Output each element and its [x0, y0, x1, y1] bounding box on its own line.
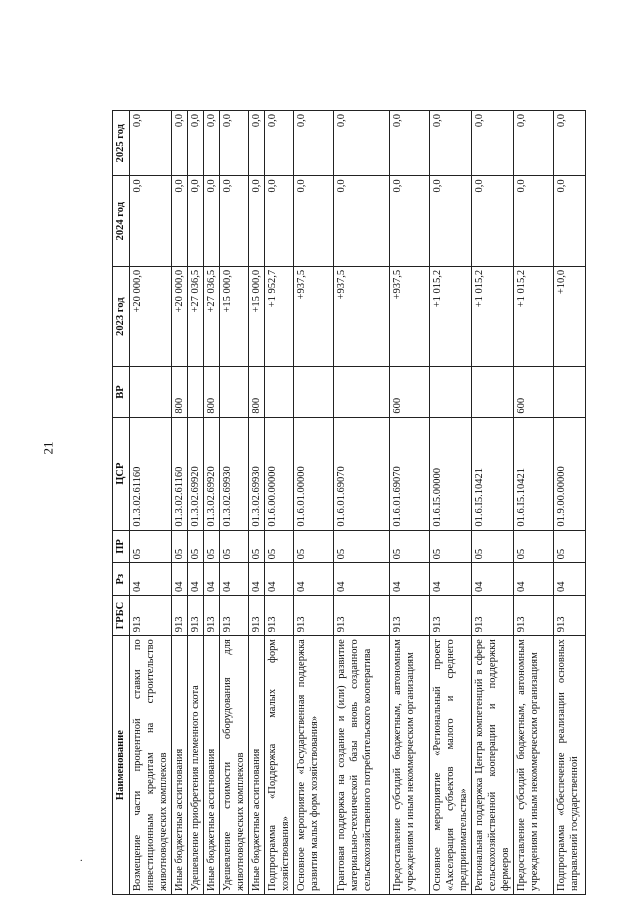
table-row [188, 111, 204, 895]
table-cell: 04 [249, 563, 265, 596]
table-cell: 913 [204, 595, 220, 635]
table-row [220, 111, 249, 895]
row-name-cell: Грантовая поддержка на создание и (или) развитие материально-технической базы вновь созданного сельскохозяйственного потребительского кооператива [334, 636, 390, 895]
table-row [390, 111, 430, 895]
row-name-cell: Предоставление субсидий бюджетным, автономным учреждениям и иным некоммерческим организациям [514, 636, 554, 895]
table-cell: 05 [265, 530, 294, 563]
table-cell: 0,0 [220, 176, 249, 266]
table-cell: 04 [514, 563, 554, 596]
table-cell: 05 [249, 530, 265, 563]
table-cell [294, 367, 334, 417]
table-cell: 0,0 [430, 176, 472, 266]
table-cell: 913 [172, 595, 188, 635]
table-cell: 0,0 [430, 111, 472, 176]
table-cell: 913 [472, 595, 514, 635]
table-cell: +937,5 [294, 266, 334, 367]
row-name-cell: Возмещение части процентной ставки по инвестиционным кредитам на строительство животноводческих комплексов [130, 636, 172, 895]
table-cell: 04 [294, 563, 334, 596]
table-cell: 05 [172, 530, 188, 563]
table-row [204, 111, 220, 895]
table-cell: 01.3.02.69920 [188, 417, 204, 530]
table-cell: 05 [472, 530, 514, 563]
rotated-table-container [112, 110, 636, 895]
table-cell: 05 [188, 530, 204, 563]
table-cell: 913 [265, 595, 294, 635]
table-cell [430, 367, 472, 417]
table-cell: 04 [204, 563, 220, 596]
row-name-cell: Удешевление приобретения племенного скота [188, 636, 204, 895]
table-cell: 01.3.02.61160 [172, 417, 188, 530]
table-cell: +1 952,7 [265, 266, 294, 367]
table-cell [554, 367, 586, 417]
table-row [514, 111, 554, 895]
table-cell: 05 [220, 530, 249, 563]
table-cell: 01.3.02.69930 [220, 417, 249, 530]
table-cell: +15 000,0 [220, 266, 249, 367]
table-cell: 01.6.01.00000 [294, 417, 334, 530]
row-name-cell: Основное мероприятие «Государственная поддержка развития малых форм хозяйствования» [294, 636, 334, 895]
table-cell: +27 036,5 [188, 266, 204, 367]
table-cell: 913 [390, 595, 430, 635]
table-cell: 0,0 [554, 111, 586, 176]
column-header: 2023 год [113, 266, 130, 367]
table-cell: 0,0 [554, 176, 586, 266]
table-cell: 01.6.01.69070 [334, 417, 390, 530]
table-row [554, 111, 586, 895]
table-cell: 01.9.00.00000 [554, 417, 586, 530]
table-cell: 913 [334, 595, 390, 635]
budget-table [112, 110, 586, 895]
table-cell [472, 367, 514, 417]
table-cell: 05 [294, 530, 334, 563]
table-cell: 0,0 [294, 176, 334, 266]
table-cell: 04 [554, 563, 586, 596]
table-cell: 0,0 [265, 111, 294, 176]
table-cell: 05 [514, 530, 554, 563]
table-cell: 913 [249, 595, 265, 635]
table-cell: 04 [334, 563, 390, 596]
table-cell: 800 [172, 367, 188, 417]
table-cell: 01.6.01.69070 [390, 417, 430, 530]
table-cell: +937,5 [390, 266, 430, 367]
column-header: 2025 год [113, 111, 130, 176]
table-cell: 0,0 [294, 111, 334, 176]
table-cell: 0,0 [172, 176, 188, 266]
table-cell: 0,0 [334, 111, 390, 176]
table-cell: +10,0 [554, 266, 586, 367]
table-cell: 913 [294, 595, 334, 635]
table-cell: 01.3.02.61160 [130, 417, 172, 530]
table-cell: 05 [334, 530, 390, 563]
table-cell: 0,0 [130, 176, 172, 266]
row-name-cell: Предоставление субсидий бюджетным, автономным учреждениям и иным некоммерческим организациям [390, 636, 430, 895]
table-cell: 0,0 [514, 111, 554, 176]
table-cell: 0,0 [188, 111, 204, 176]
table-cell: 05 [390, 530, 430, 563]
table-cell: +15 000,0 [249, 266, 265, 367]
table-cell [130, 367, 172, 417]
column-header: ВР [113, 367, 130, 417]
table-row [265, 111, 294, 895]
table-cell: 04 [472, 563, 514, 596]
table-cell: 01.3.02.69920 [204, 417, 220, 530]
table-row [130, 111, 172, 895]
table-cell: 600 [390, 367, 430, 417]
stray-mark: . [80, 853, 83, 864]
table-cell: +937,5 [334, 266, 390, 367]
row-name-cell: Иные бюджетные ассигнования [249, 636, 265, 895]
table-cell: 0,0 [204, 176, 220, 266]
table-cell: 05 [204, 530, 220, 563]
table-cell [220, 367, 249, 417]
table-cell: 913 [188, 595, 204, 635]
table-cell: 05 [430, 530, 472, 563]
page-number: 21 [40, 441, 56, 455]
table-cell: +1 015,2 [472, 266, 514, 367]
table-cell: 0,0 [220, 111, 249, 176]
column-header: ГРБС [113, 595, 130, 635]
table-cell: 04 [430, 563, 472, 596]
table-cell: +27 036,5 [204, 266, 220, 367]
row-name-cell: Иные бюджетные ассигнования [204, 636, 220, 895]
table-cell: 0,0 [472, 111, 514, 176]
table-cell: 01.6.I5.10421 [514, 417, 554, 530]
column-header: Наименование [113, 636, 130, 895]
table-cell: +20 000,0 [130, 266, 172, 367]
column-header: 2024 год [113, 176, 130, 266]
table-cell: 800 [204, 367, 220, 417]
table-cell: 913 [130, 595, 172, 635]
row-name-cell: Региональная поддержка Центра компетенций в сфере сельскохозяйственной кооперации и поддержки фермеров [472, 636, 514, 895]
table-cell: 01.6.I5.10421 [472, 417, 514, 530]
table-row [334, 111, 390, 895]
table-cell: 0,0 [172, 111, 188, 176]
table-cell: 800 [249, 367, 265, 417]
row-name-cell: Иные бюджетные ассигнования [172, 636, 188, 895]
table-cell: 0,0 [334, 176, 390, 266]
table-cell: 913 [554, 595, 586, 635]
table-body [130, 111, 586, 895]
table-cell: 0,0 [188, 176, 204, 266]
table-cell: 600 [514, 367, 554, 417]
row-name-cell: Основное мероприятие «Региональный проект «Акселерация субъектов малого и среднего предпринимательства» [430, 636, 472, 895]
table-cell: 0,0 [130, 111, 172, 176]
table-cell: 0,0 [204, 111, 220, 176]
table-cell [334, 367, 390, 417]
header-row [113, 111, 130, 895]
table-cell: 0,0 [390, 176, 430, 266]
table-cell: 0,0 [514, 176, 554, 266]
table-cell: 913 [514, 595, 554, 635]
table-cell: +1 015,2 [430, 266, 472, 367]
table-row [472, 111, 514, 895]
table-cell: 0,0 [472, 176, 514, 266]
table-cell: 913 [220, 595, 249, 635]
table-cell: 04 [130, 563, 172, 596]
table-cell: 04 [220, 563, 249, 596]
table-cell: 05 [554, 530, 586, 563]
table-row [294, 111, 334, 895]
table-cell: 01.6.I5.00000 [430, 417, 472, 530]
table-row [249, 111, 265, 895]
table-cell: 04 [172, 563, 188, 596]
table-cell: +20 000,0 [172, 266, 188, 367]
table-cell: 0,0 [249, 111, 265, 176]
table-cell: 0,0 [265, 176, 294, 266]
table-cell: 01.3.02.69930 [249, 417, 265, 530]
table-cell: +1 015,2 [514, 266, 554, 367]
table-cell [265, 367, 294, 417]
table-cell: 913 [430, 595, 472, 635]
table-cell: 0,0 [249, 176, 265, 266]
table-cell: 04 [188, 563, 204, 596]
row-name-cell: Подпрограмма «Поддержка малых форм хозяйствования» [265, 636, 294, 895]
table-cell [188, 367, 204, 417]
table-row [172, 111, 188, 895]
table-cell: 05 [130, 530, 172, 563]
row-name-cell: Удешевление стоимости оборудования для животноводческих комплексов [220, 636, 249, 895]
column-header: ЦСР [113, 417, 130, 530]
column-header: ПР [113, 530, 130, 563]
row-name-cell: Подпрограмма «Обеспечение реализации основных направлений государственной [554, 636, 586, 895]
table-cell: 04 [265, 563, 294, 596]
table-row [430, 111, 472, 895]
table-cell: 04 [390, 563, 430, 596]
table-cell: 01.6.00.00000 [265, 417, 294, 530]
column-header: Рз [113, 563, 130, 596]
table-cell: 0,0 [390, 111, 430, 176]
